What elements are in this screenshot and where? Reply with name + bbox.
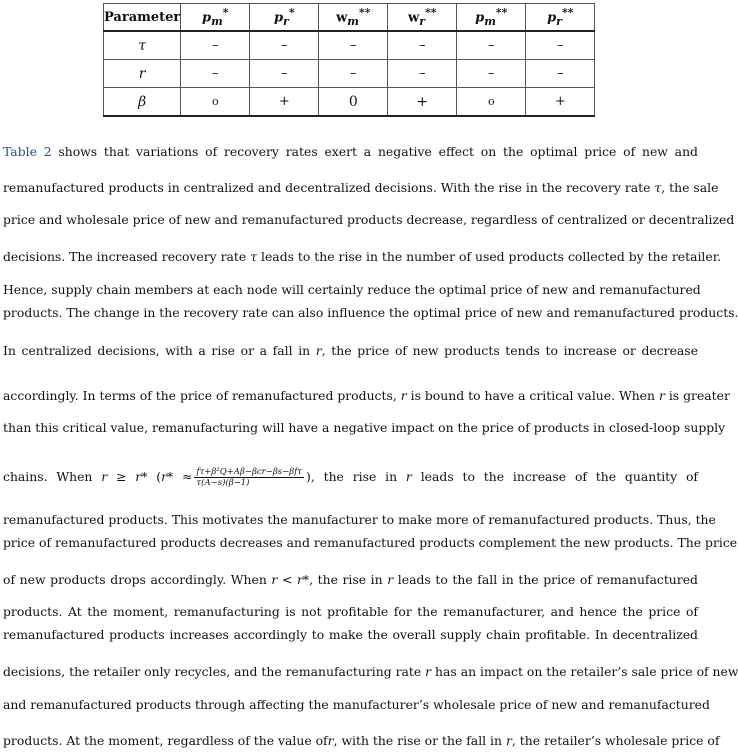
value-cell: – xyxy=(457,60,526,88)
value-cell: + xyxy=(526,88,595,117)
text-line: accordingly. In terms of the price of remanufactured products, r is bound to have a critical value. When r is greater xyxy=(3,388,730,403)
value-cell: – xyxy=(319,60,388,88)
value-cell: + xyxy=(250,88,319,117)
text-line: price and wholesale price of new and remanufactured products decrease, regardless of centralized or decentralized xyxy=(3,212,735,227)
header-parameter: Parameter xyxy=(104,4,181,32)
math-r: r xyxy=(400,388,407,403)
value-cell: – xyxy=(388,31,457,60)
value-cell: + xyxy=(388,88,457,117)
table-header-row xyxy=(104,4,595,32)
value-cell: o xyxy=(181,88,250,117)
text-line: remanufactured products increases accordingly to make the overall supply chain profitable. In decentralized xyxy=(3,627,698,642)
value-cell: – xyxy=(526,31,595,60)
text-line: remanufactured products in centralized and decentralized decisions. With the rise in the recovery rate τ, the sale xyxy=(3,180,719,195)
text-line: price of remanufactured products decreases and remanufactured products complement the new products. The price xyxy=(3,535,738,550)
value-cell: – xyxy=(181,60,250,88)
text-line: of new products drops accordingly. When r < r*, the rise in r leads to the fall in the price of remanufactured xyxy=(3,572,698,587)
text-line: Table 2 shows that variations of recovery rates exert a negative effect on the optimal price of new and xyxy=(3,144,698,159)
text-line: products. The change in the recovery rate can also influence the optimal price of new and remanufactured products. xyxy=(3,305,738,320)
critical-value-fraction: $\frac{\text{fτ+β²Q+Aβ−βcr−βs−βfτ}}{\tau(A-s)(\beta-1)}$ xyxy=(196,467,302,488)
header-wr-dstar: $w_r^{**}$ xyxy=(388,4,457,32)
value-cell: – xyxy=(457,31,526,60)
parameter-effects-table xyxy=(103,3,595,117)
text-line: decisions. The increased recovery rate τ leads to the rise in the number of used products collected by the retailer. xyxy=(3,249,722,264)
value-cell: – xyxy=(250,31,319,60)
value-cell: o xyxy=(457,88,526,117)
text-line: decisions, the retailer only recycles, and the remanufacturing rate r has an impact on the retailer’s sale price of new xyxy=(3,664,738,679)
param-cell: τ xyxy=(104,31,181,60)
text-line: and remanufactured products through affecting the manufacturer’s wholesale price of new and remanufactured xyxy=(3,697,710,712)
table-row-tau xyxy=(104,31,595,60)
text-line: Hence, supply chain members at each node will certainly reduce the optimal price of new and remanufactured xyxy=(3,282,701,297)
value-cell: 0 xyxy=(319,88,388,117)
math-tau: τ xyxy=(654,180,662,195)
value-cell: – xyxy=(388,60,457,88)
math-tau: τ xyxy=(250,249,258,264)
value-cell: – xyxy=(319,31,388,60)
header-pr-star: $p_r^*$ xyxy=(250,4,319,32)
text-line: chains. When r ≥ r* (r* ≈ $\frac{\text{fτ+β²Q+Aβ−βcr−βs−βfτ}}{\tau(A-s)(\beta-1)}$ ), the rise in r leads to the increase of the quantity of xyxy=(3,467,699,488)
param-cell: r xyxy=(104,60,181,88)
value-cell: – xyxy=(526,60,595,88)
header-pr-dstar: $p_r^{**}$ xyxy=(526,4,595,32)
table-row-beta xyxy=(104,88,595,117)
header-pm-star: $p_m^*$ xyxy=(181,4,250,32)
value-cell: – xyxy=(181,31,250,60)
header-wm-dstar: $w_m^{**}$ xyxy=(319,4,388,32)
param-cell: β xyxy=(104,88,181,117)
text-line: remanufactured products. This motivates the manufacturer to make more of remanufactured products. Thus, the xyxy=(3,512,716,527)
text-line: products. At the moment, regardless of the value ofr, with the rise or the fall in r, the retailer’s wholesale price of xyxy=(3,733,720,748)
text-line: In centralized decisions, with a rise or a fall in r, the price of new products tends to increase or decrease xyxy=(3,343,698,358)
table-2-link[interactable]: Table 2 xyxy=(3,144,52,159)
table-row-r xyxy=(104,60,595,88)
text-line: products. At the moment, remanufacturing is not profitable for the remanufacturer, and hence the price of xyxy=(3,604,698,619)
math-r: r xyxy=(658,388,665,403)
text-line: than this critical value, remanufacturing will have a negative impact on the price of products in closed-loop supply xyxy=(3,420,726,435)
math-r: r xyxy=(315,343,322,358)
value-cell: – xyxy=(250,60,319,88)
header-pm-dstar: $p_m^{**}$ xyxy=(457,4,526,32)
